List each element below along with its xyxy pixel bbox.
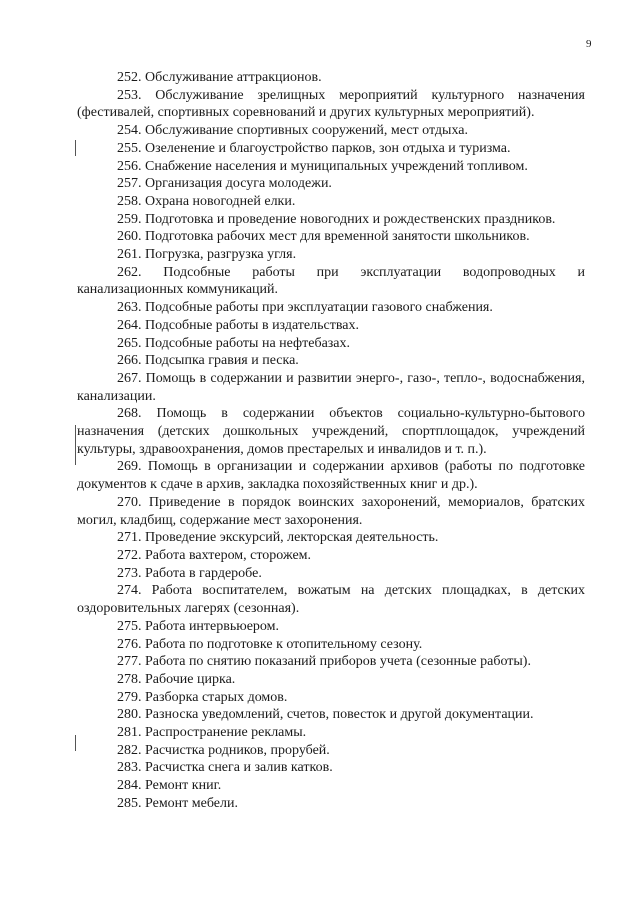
list-item: 258. Охрана новогодней елки. (117, 193, 296, 209)
list-item: 276. Работа по подготовке к отопительному сезону. (117, 636, 423, 652)
list-item: 266. Подсыпка гравия и песка. (117, 353, 299, 369)
list-item: 273. Работа в гардеробе. (117, 565, 262, 581)
list-item: 265. Подсобные работы на нефтебазах. (117, 335, 351, 351)
list-item: 253. Обслуживание зрелищных мероприятий культурного назначения (фестивалей, спортивных соревнований и других культурных мероприятий). (77, 87, 585, 121)
scan-margin-mark (75, 425, 76, 465)
document-body (77, 69, 585, 813)
list-item: 259. Подготовка и проведение новогодних и рождественских праздников. (117, 211, 556, 227)
list-item: 256. Снабжение населения и муниципальных учреждений топливом. (117, 158, 528, 174)
list-item: 279. Разборка старых домов. (117, 689, 288, 705)
list-item: 285. Ремонт мебели. (117, 795, 238, 811)
list-item: 254. Обслуживание спортивных сооружений, мест отдыха. (117, 123, 468, 139)
list-item: 280. Разноска уведомлений, счетов, повесток и другой документации. (117, 707, 534, 723)
list-item: 271. Проведение экскурсий, лекторская деятельность. (117, 530, 439, 546)
list-item: 268. Помощь в содержании объектов социально-культурно-бытового назначения (детских дошкольных учреждений, спортплощадок, учреждений культуры, здравоохранения, домов престарелых и инвалидов и т. п.). (77, 406, 585, 457)
scan-margin-mark (75, 735, 76, 751)
list-item: 274. Работа воспитателем, вожатым на детских площадках, в детских оздоровительных лагерях (сезонная). (77, 583, 585, 617)
list-item: 257. Организация досуга молодежи. (117, 176, 332, 192)
list-item: 270. Приведение в порядок воинских захоронений, мемориалов, братских могил, кладбищ, содержание мест захоронения. (77, 494, 585, 528)
list-item: 264. Подсобные работы в издательствах. (117, 317, 359, 333)
list-item: 283. Расчистка снега и залив катков. (117, 760, 333, 776)
list-item: 263. Подсобные работы при эксплуатации газового снабжения. (117, 300, 493, 316)
list-item: 262. Подсобные работы при эксплуатации водопроводных и канализационных коммуникаций. (77, 264, 585, 298)
page-number: 9 (586, 38, 592, 50)
list-item: 272. Работа вахтером, сторожем. (117, 547, 312, 563)
list-item: 261. Погрузка, разгрузка угля. (117, 247, 297, 263)
list-item: 278. Рабочие цирка. (117, 671, 236, 687)
list-item: 284. Ремонт книг. (117, 778, 222, 794)
list-item: 282. Расчистка родников, прорубей. (117, 742, 330, 758)
list-item: 269. Помощь в организации и содержании архивов (работы по подготовке документов к сдаче в архив, закладка похозяйственных книг и др.). (77, 459, 585, 493)
list-item: 275. Работа интервьюером. (117, 618, 280, 634)
list-item: 281. Распространение рекламы. (117, 725, 307, 741)
list-item: 255. Озеленение и благоустройство парков, зон отдыха и туризма. (117, 140, 511, 156)
list-item: 277. Работа по снятию показаний приборов учета (сезонные работы). (117, 654, 531, 670)
list-item: 260. Подготовка рабочих мест для временной занятости школьников. (117, 229, 530, 245)
list-item: 267. Помощь в содержании и развитии энерго-, газо-, тепло-, водоснабжения, канализации. (77, 370, 585, 404)
list-item: 252. Обслуживание аттракционов. (117, 70, 322, 85)
scan-margin-mark (75, 140, 76, 156)
